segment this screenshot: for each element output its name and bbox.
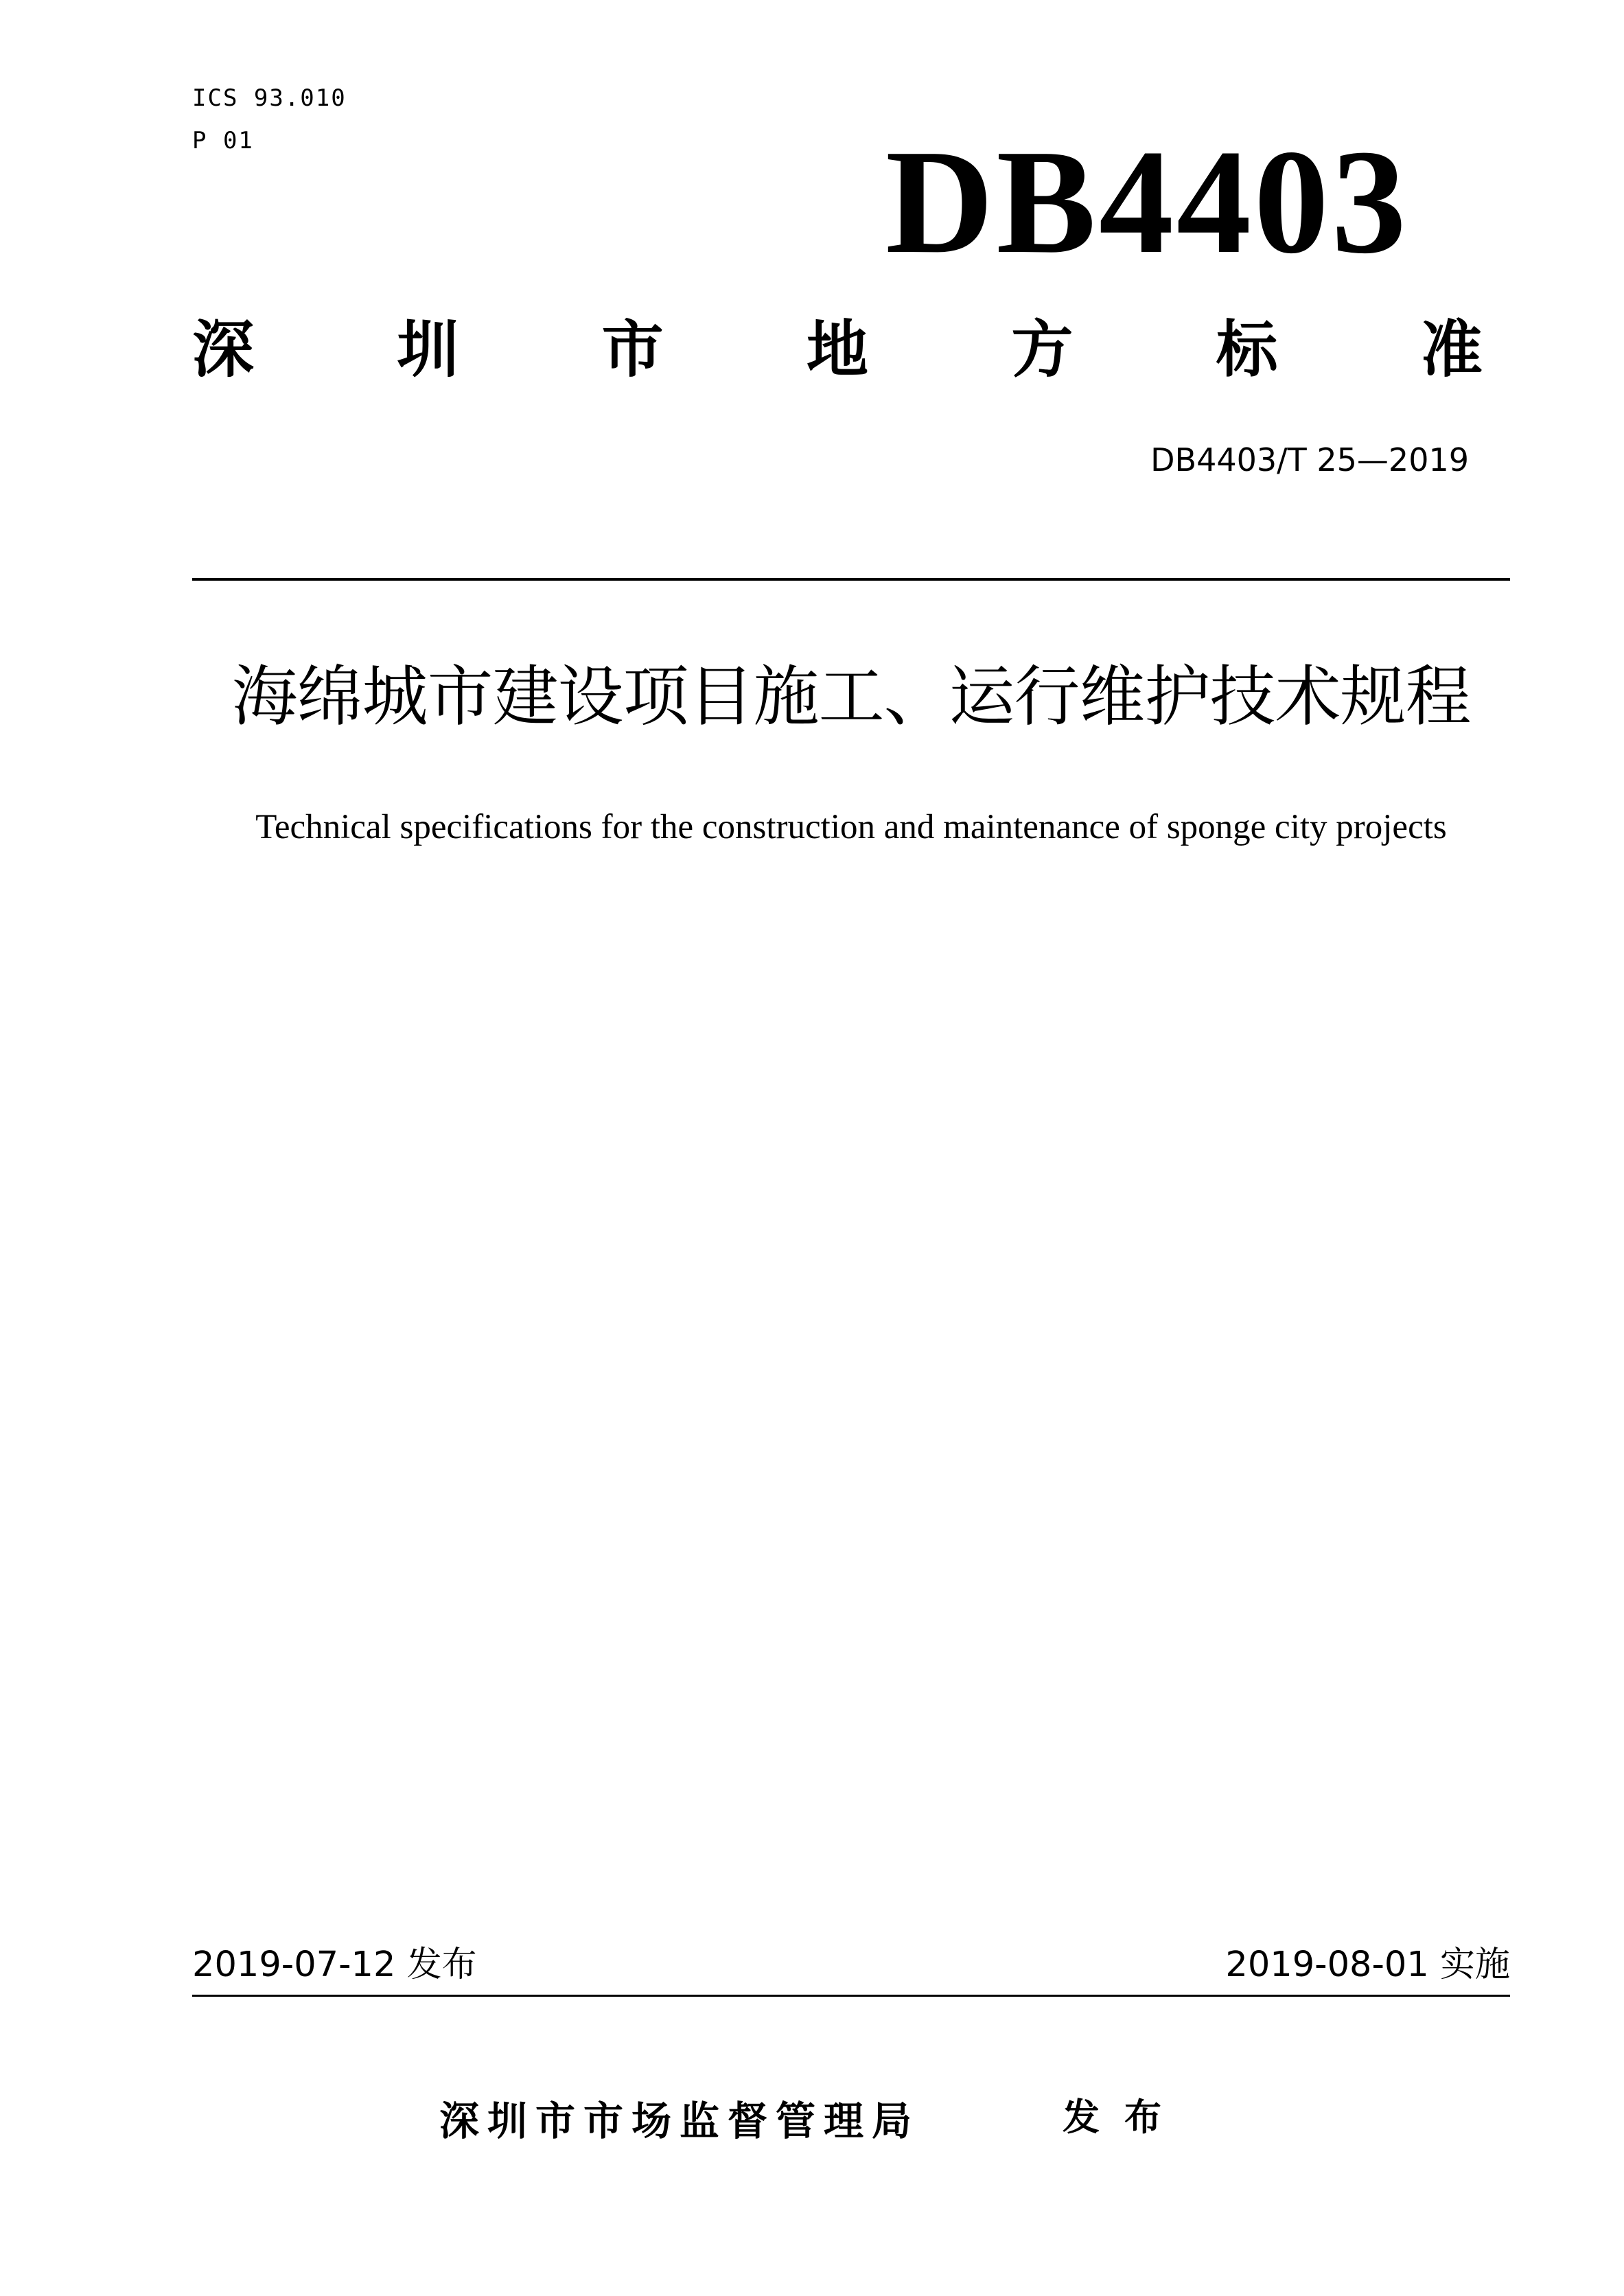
ics-code: ICS 93.010: [192, 84, 347, 112]
document-title-chinese: 海绵城市建设项目施工、运行维护技术规程: [231, 658, 1471, 735]
bottom-divider: [192, 1995, 1510, 1997]
standard-type-char: 方: [1011, 314, 1074, 386]
standard-type-char: 深: [192, 314, 254, 386]
standard-type-char: 圳: [397, 314, 459, 386]
standard-type-char: 准: [1420, 314, 1483, 386]
standard-number: DB4403/T 25—2019: [1150, 441, 1469, 478]
top-divider: [192, 578, 1510, 581]
effective-date: 2019-08-01 实施: [1225, 1945, 1510, 1985]
standard-logo: DB4403: [885, 119, 1409, 285]
standard-type-heading: [192, 305, 1483, 395]
issue-date: 2019-07-12 发布: [192, 1945, 477, 1985]
ccs-code: P 01: [192, 127, 254, 154]
standard-type-char: 市: [601, 314, 664, 386]
standard-type-char: 地: [806, 314, 868, 386]
issuing-action: 发布: [1063, 2096, 1186, 2139]
issuing-authority: 深圳市市场监督管理局: [439, 2098, 920, 2144]
document-title-english: Technical specifications for the construction and maintenance of sponge city projects: [255, 808, 1447, 846]
standard-type-char: 标: [1216, 314, 1278, 386]
